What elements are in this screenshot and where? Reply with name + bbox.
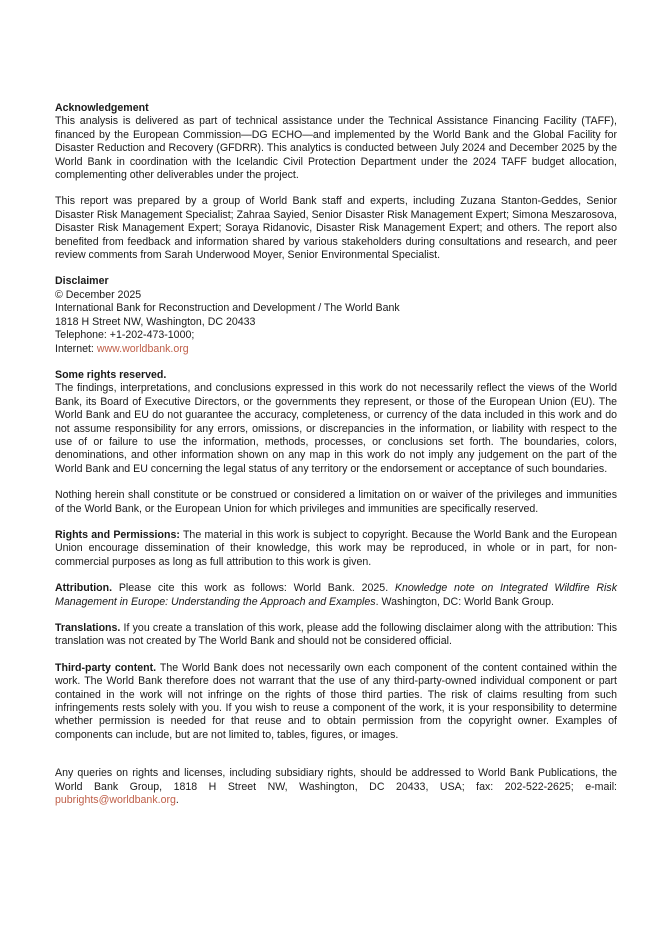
rights-section bbox=[55, 369, 617, 516]
rights-paragraph-1: The findings, interpretations, and conclusions expressed in this work do not necessarily reflect the views of the World Bank, its Board of Executive Directors, or the governments they represent, or those of the European Union (EU). The World Bank and EU do not guarantee the accuracy, completeness, or currency of the data included in this work and do not assume responsibility for any errors, omissions, or discrepancies in the information, or liability with respect to the use of or failure to use the information, methods, processes, or conclusions set forth. The boundaries, colors, denominations, and other information shown on any map in this work do not imply any judgement on the part of the World Bank and EU concerning the legal status of any territory or the endorsement or acceptance of such boundaries. bbox=[55, 382, 617, 475]
attribution-text-pre: Please cite this work as follows: World Bank. 2025. bbox=[112, 582, 395, 595]
translations-heading: Translations. bbox=[55, 622, 121, 634]
queries-text: Any queries on rights and licenses, including subsidiary rights, should be addressed to World Bank Publications, the World Bank Group, 1818 H Street NW, Washington, DC 20433, USA; fax: 202-522-2625; e-mail: bbox=[55, 767, 617, 793]
acknowledgement-paragraph-2: This report was prepared by a group of World Bank staff and experts, including Zuzana Stanton-Geddes, Senior Disaster Risk Management Specialist; Zahraa Sayied, Senior Disaster Risk Management Expert; Simona Meszarosova, Disaster Risk Management Expert; Soraya Ridanovic, Disaster Risk Management Expert; and others. The report also benefited from feedback and information shared by various stakeholders during consultations and research, and peer review comments from Sarah Underwood Moyer, Senior Environmental Specialist. bbox=[55, 195, 617, 262]
copyright-page bbox=[55, 102, 617, 807]
telephone-line: Telephone: +1-202-473-1000; bbox=[55, 329, 195, 342]
attribution-text-post: . Washington, DC: World Bank Group. bbox=[375, 595, 554, 608]
acknowledgement-paragraph-1: This analysis is delivered as part of technical assistance under the Technical Assistance Financing Facility (TAFF), financed by the European Commission—DG ECHO—and implemented by the World Bank and the Global Facility for Disaster Reduction and Recovery (GFDRR). This analytics is conducted between July 2024 and December 2025 by the World Bank in coordination with the Icelandic Civil Protection Department under the 2024 TAFF budget allocation, complementing other deliverables under the project. bbox=[55, 115, 617, 182]
pubrights-email-link[interactable]: pubrights@worldbank.org bbox=[55, 794, 176, 807]
worldbank-website-link[interactable]: www.worldbank.org bbox=[96, 342, 189, 355]
queries-paragraph bbox=[55, 767, 617, 807]
translations-text: If you create a translation of this work, please add the following disclaimer along with the attribution: This translation was not created by The World Bank and should not be considered official. bbox=[55, 622, 617, 648]
disclaimer-section bbox=[55, 275, 617, 355]
permissions-paragraph bbox=[55, 529, 617, 569]
queries-end: . bbox=[175, 794, 179, 807]
translations-paragraph bbox=[55, 622, 617, 649]
acknowledgement-section bbox=[55, 102, 617, 262]
attribution-title: Knowledge note on Integrated Wildfire Risk Management in Europe: Understanding the Approach and Examples bbox=[55, 582, 617, 608]
internet-label: Internet: bbox=[55, 342, 97, 355]
third-party-heading: Third-party content. bbox=[55, 661, 157, 674]
copyright-line: © December 2025 bbox=[55, 288, 142, 301]
attribution-heading: Attribution. bbox=[55, 582, 113, 595]
attribution-paragraph bbox=[55, 582, 617, 609]
disclaimer-heading: Disclaimer bbox=[55, 275, 109, 288]
organization-line: International Bank for Reconstruction and Development / The World Bank bbox=[55, 302, 400, 315]
third-party-paragraph bbox=[55, 662, 617, 742]
permissions-text: The material in this work is subject to copyright. Because the World Bank and the European Union encourage dissemination of their knowledge, this work may be reproduced, in whole or in part, for non-commercial purposes as long as full attribution to this work is given. bbox=[55, 528, 617, 568]
address-line: 1818 H Street NW, Washington, DC 20433 bbox=[55, 315, 256, 328]
third-party-text: The World Bank does not necessarily own each component of the content contained within the work. The World Bank therefore does not warrant that the use of any third-party-owned individual component or part contained in the work will not infringe on the rights of those third parties. The risk of claims resulting from such infringements rests solely with you. If you wish to reuse a component of the work, it is your responsibility to determine whether permission is needed for that reuse and to obtain permission from the copyright owner. Examples of components can include, but are not limited to, tables, figures, or images. bbox=[55, 661, 617, 741]
internet-line bbox=[55, 343, 617, 356]
rights-paragraph-2: Nothing herein shall constitute or be construed or considered a limitation on or waiver of the privileges and immunities of the World Bank, or the European Union for which privileges and immunities are specifically reserved. bbox=[55, 489, 617, 515]
acknowledgement-heading: Acknowledgement bbox=[55, 102, 149, 114]
permissions-heading: Rights and Permissions: bbox=[55, 528, 180, 541]
rights-heading: Some rights reserved. bbox=[55, 368, 167, 381]
